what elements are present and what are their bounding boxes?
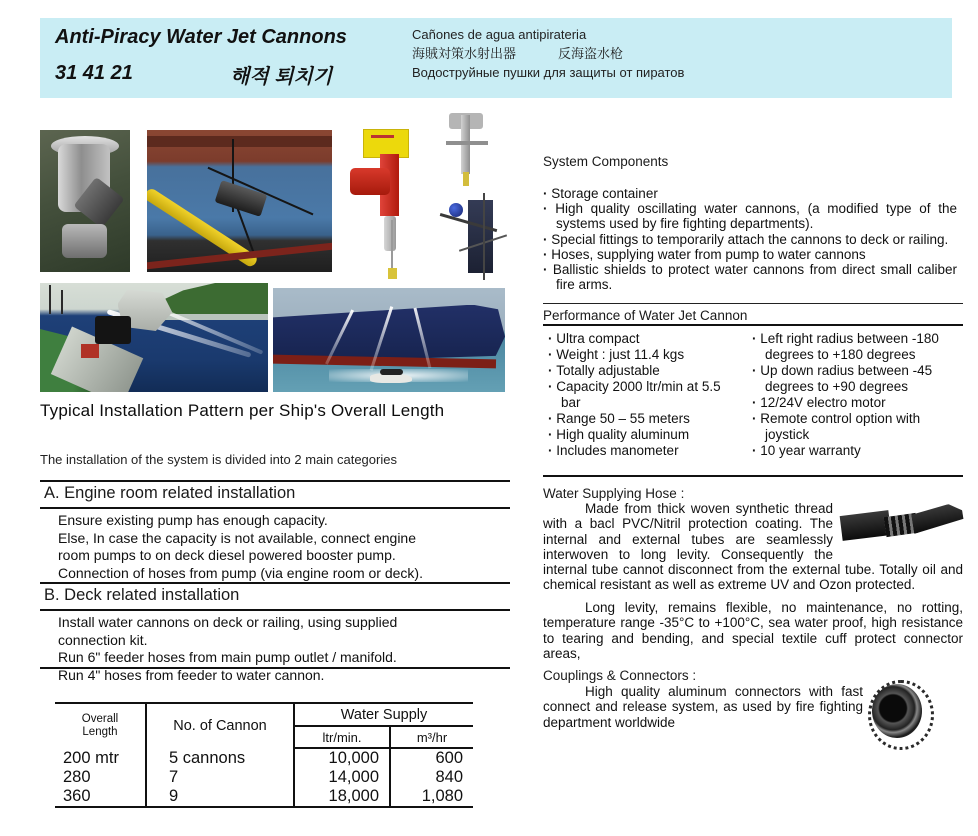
list-item: · 12/24V electro motor	[752, 395, 964, 411]
list-item: · Ultra compact	[548, 331, 740, 347]
table-row: 200 mtr 5 cannons 10,000 600	[55, 748, 473, 768]
installation-intro: The installation of the system is divided into 2 main categories	[40, 452, 397, 467]
list-item: · Left right radius between -180 degrees to +180 degrees	[752, 331, 964, 363]
rule	[40, 507, 510, 509]
list-item: · Capacity 2000 ltr/min at 5.5 bar	[548, 379, 740, 411]
col-header-no-of-cannon: No. of Cannon	[146, 703, 294, 748]
rule	[40, 609, 510, 611]
title-spanish: Cañones de agua antipirateria	[412, 27, 587, 42]
col-header-water-supply: Water Supply	[294, 703, 473, 726]
stainless-cannon-valve-photo	[40, 130, 130, 272]
red-water-cannon-product-photo	[345, 126, 422, 282]
aluminum-coupling-photo	[868, 680, 928, 744]
list-item: · Weight : just 11.4 kgs	[548, 347, 740, 363]
water-supplying-hose-photo	[841, 501, 963, 549]
couplings-heading: Couplings & Connectors :	[543, 668, 697, 683]
list-item: · Storage container	[543, 186, 957, 201]
list-item: · Totally adjustable	[548, 363, 740, 379]
section-b-body: Install water cannons on deck or railing, using supplied connection kit. Run 6" feeder hoses from main pump outlet / manifold. Run 4" hoses from feeder to water cannon.	[58, 614, 398, 683]
cannon-mount-bracket-product-photo	[424, 113, 508, 287]
list-item: · High quality aluminum	[548, 427, 740, 443]
section-a-body: Ensure existing pump has enough capacity. Else, In case the capacity is not available, connect engine room pumps to on deck diesel powered booster pump. Connection of hoses from pump (via engine room or deck).	[58, 512, 423, 581]
title-translations	[412, 25, 684, 82]
product-code: 31 41 21	[55, 62, 133, 84]
title-korean: 해적 퇴치기	[230, 66, 333, 88]
rule	[40, 582, 510, 584]
title-cjk: 海賊対策水射出器 反海盗水枪	[412, 46, 624, 61]
list-item: · Includes manometer	[548, 443, 740, 459]
system-components-list	[543, 186, 957, 292]
rule	[543, 475, 963, 477]
list-item: · Ballistic shields to protect water cannons from direct small caliber fire arms.	[543, 262, 957, 292]
ship-spraying-water-jets-photo	[273, 288, 505, 392]
table-row: 360 9 18,000 1,080	[55, 787, 473, 807]
page-title: Anti-Piracy Water Jet Cannons	[55, 26, 347, 48]
section-b-title: B. Deck related installation	[44, 586, 240, 604]
title-russian: Водоструйные пушки для защиты от пиратов	[412, 65, 685, 80]
col-header-m3-hr: m³/hr	[390, 726, 473, 748]
performance-list-right	[752, 331, 964, 459]
rule	[40, 667, 510, 669]
system-components-heading: System Components	[543, 154, 669, 169]
deck-installation-spraying-photo	[40, 283, 268, 392]
performance-heading: Performance of Water Jet Cannon	[543, 303, 963, 323]
rule	[40, 480, 510, 482]
cannon-on-deck-harbor-photo	[147, 130, 332, 272]
hose-heading: Water Supplying Hose :	[543, 486, 685, 501]
list-item: · Range 50 – 55 meters	[548, 411, 740, 427]
list-item: · Hoses, supplying water from pump to water cannons	[543, 247, 957, 262]
header-band	[40, 18, 952, 98]
hose-paragraph-2: Long levity, remains flexible, no maintenance, no rotting, temperature range -35°C to +100°C, sea water proof, high resistance to tearing and bending, and special textile cuff protect connector areas,	[543, 600, 963, 661]
couplings-paragraph: High quality aluminum connectors with fast connect and release system, as used by fire fighting department worldwide	[543, 684, 863, 730]
list-item: · Special fittings to temporarily attach the cannons to deck or railing.	[543, 232, 957, 247]
list-item: · High quality oscillating water cannons, (a modified type of the systems used by fire fighting departments).	[543, 201, 957, 231]
list-item: · Up down radius between -45 degrees to +90 degrees	[752, 363, 964, 395]
section-a-title: A. Engine room related installation	[44, 484, 296, 502]
col-header-ltr-min: ltr/min.	[294, 726, 390, 748]
list-item: · Remote control option with joystick	[752, 411, 964, 443]
hose-paragraph-1: Made from thick woven synthetic thread with a bacl PVC/Nitril protection coating. The internal and external tubes are seamlessly interwoven to long levity. Consequently the internal tube cannot disconnect from the external tube. Totally oil and chemical resistant as well as extreme UV and Ozon protected.	[543, 501, 963, 593]
list-item: · 10 year warranty	[752, 443, 964, 459]
installation-heading: Typical Installation Pattern per Ship's Overall Length	[40, 401, 445, 420]
rule	[543, 324, 963, 326]
table-row: 280 7 14,000 840	[55, 768, 473, 787]
col-header-overall-length: Overall Length	[55, 703, 146, 748]
performance-list-left	[548, 331, 740, 459]
water-supply-table	[55, 702, 473, 808]
